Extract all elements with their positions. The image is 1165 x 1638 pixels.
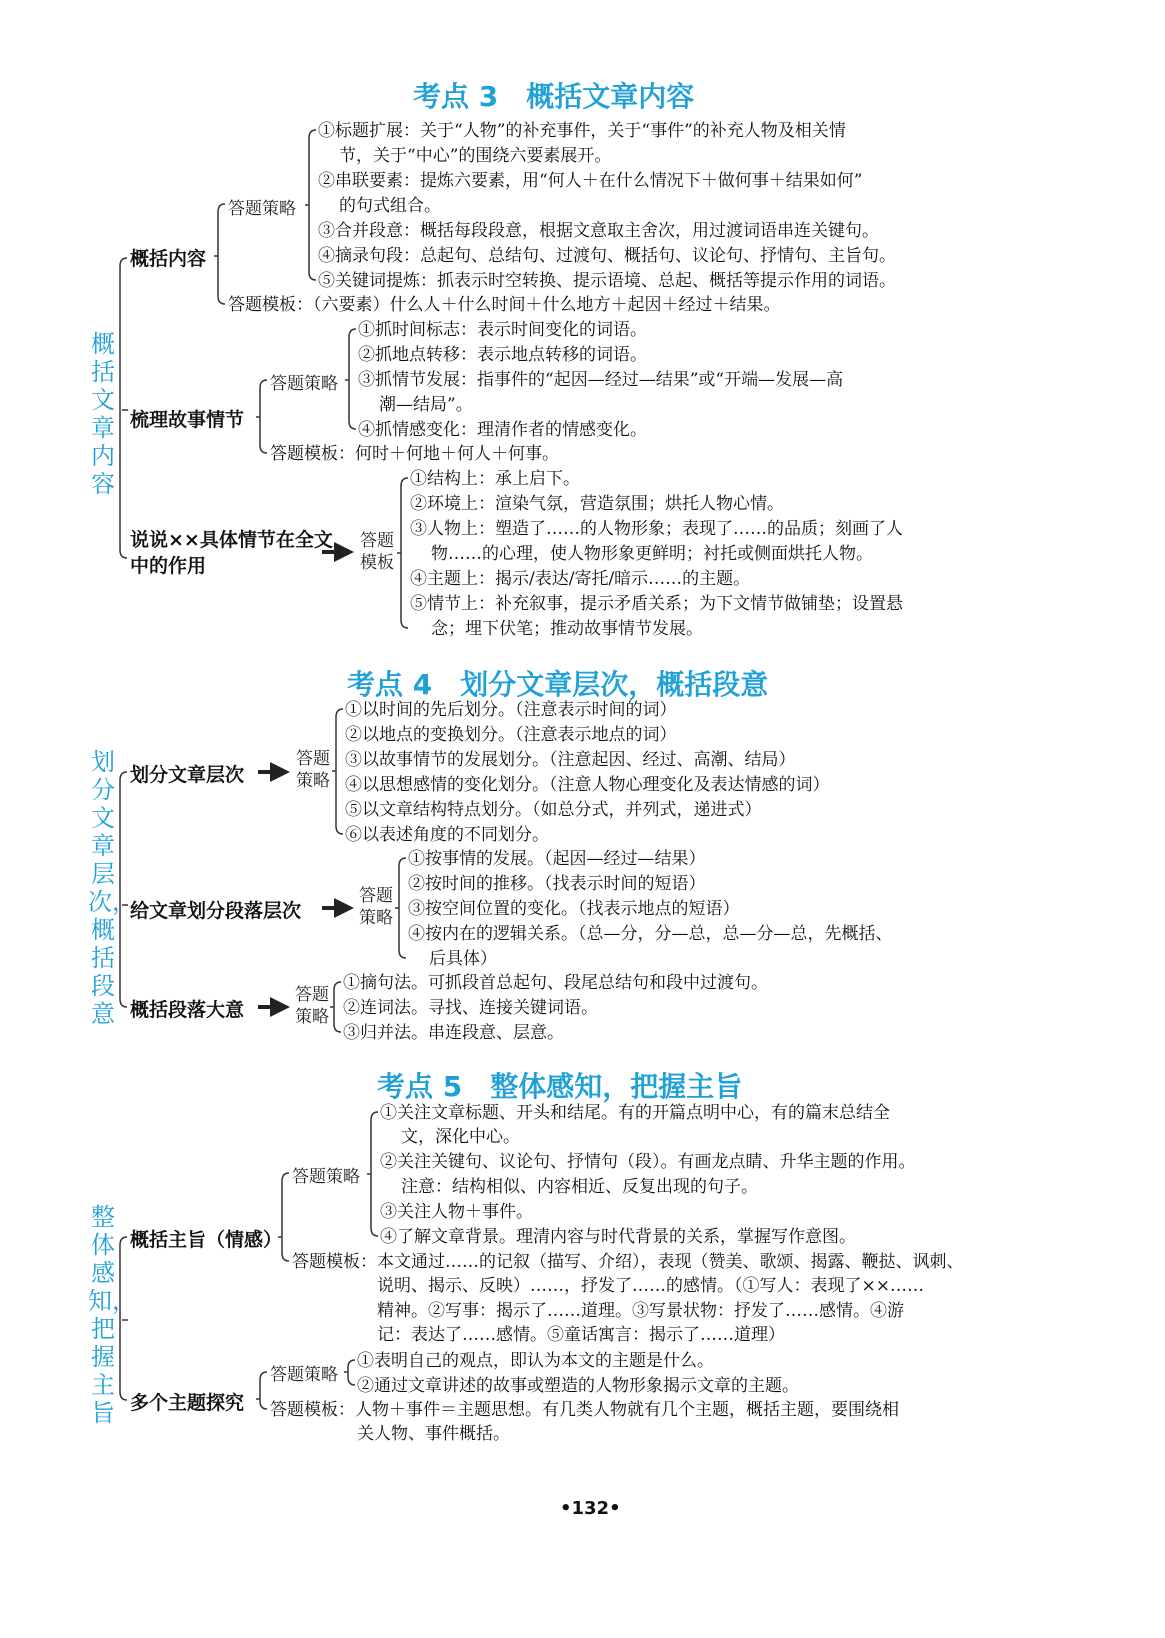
section3-topic2-title: 梳理故事情节 [130, 409, 245, 431]
section5-topic1-strategy-label: 答题策略 [292, 1167, 360, 1187]
list-item: ⑤情节上：补充叙事，提示矛盾关系；为下文情节做铺垫；设置悬 [410, 594, 903, 614]
list-item: 物……的心理，使人物形象更鲜明；衬托或侧面烘托人物。 [431, 544, 873, 564]
section3-topic1-template: 答题模板：（六要素）什么人＋什么时间＋什么地方＋起因＋经过＋结果。 [228, 295, 781, 315]
bracket [309, 130, 316, 280]
list-item: ④摘录句段：总起句、总结句、过渡句、概括句、议论句、抒情句、主旨句。 [318, 246, 896, 266]
list-item: 潮—结局”。 [379, 395, 473, 415]
bracket [399, 858, 406, 958]
section4-topic2-label: 答题策略 [359, 886, 393, 928]
list-item: ③按空间位置的变化。（找表示地点的短语） [408, 899, 740, 919]
section3-topic2-template: 答题模板：何时＋何地＋何人＋何事。 [270, 444, 559, 464]
bracket [349, 329, 356, 429]
list-item: ③归并法。串连段意、层意。 [343, 1023, 564, 1043]
list-item: ③人物上：塑造了……的人物形象；表现了……的品质；刻画了人 [410, 519, 903, 539]
list-item: 文，深化中心。 [401, 1127, 520, 1147]
list-item: ①摘句法。可抓段首总起句、段尾总结句和段中过渡句。 [343, 973, 768, 993]
list-item: ④抓情感变化：理清作者的情感变化。 [358, 420, 647, 440]
bracket [218, 204, 225, 304]
list-item: 后具体） [429, 949, 497, 969]
list-item: ①以时间的先后划分。（注意表示时间的词） [345, 700, 677, 720]
list-item: ①表明自己的观点，即认为本文的主题是什么。 [357, 1351, 714, 1371]
section5-vertical-title: 整体感知，把握主旨 [88, 1203, 136, 1427]
section5-topic1-template-cont: 说明、揭示、反映）……，抒发了……的感情。（①写人：表现了××…… [377, 1276, 924, 1296]
bracket [401, 478, 408, 628]
list-item: ④以思想感情的变化划分。（注意人物心理变化及表达情感的词） [345, 775, 830, 795]
list-item: ②以地点的变换划分。（注意表示地点的词） [345, 725, 677, 745]
list-item: ①关注文章标题、开头和结尾。有的开篇点明中心，有的篇末总结全 [380, 1103, 890, 1123]
list-item: ②连词法。寻找、连接关键词语。 [343, 998, 598, 1018]
page-number: •132• [560, 1498, 621, 1519]
section4-topic3-label: 答题策略 [295, 985, 329, 1027]
section4-topic1-title: 划分文章层次 [130, 764, 245, 786]
section4-topic1-label: 答题策略 [296, 749, 330, 791]
section5-topic1-template: 答题模板：本文通过……的记叙（描写、介绍），表现（赞美、歌颂、揭露、鞭挞、讽刺、 [292, 1252, 964, 1272]
section3-topic1-strategy-label: 答题策略 [228, 199, 296, 219]
list-item: 念；埋下伏笔；推动故事情节发展。 [431, 619, 703, 639]
section4-topic3-title: 概括段落大意 [130, 999, 245, 1021]
section5-topic1-template-cont: 记：表达了……感情。⑤童话寓言：揭示了……道理） [377, 1325, 785, 1345]
bracket [260, 380, 267, 453]
list-item: ②抓地点转移：表示地点转移的词语。 [358, 345, 647, 365]
bracket [336, 709, 343, 834]
section4-topic2-title: 给文章划分段落层次 [130, 900, 302, 922]
list-item: ②环境上：渲染气氛，营造氛围；烘托人物心情。 [410, 494, 784, 514]
bracket [282, 1173, 289, 1261]
list-item: ①标题扩展：关于“人物”的补充事件，关于“事件”的补充人物及相关情 [318, 121, 846, 141]
list-item: ③关注人物＋事件。 [380, 1202, 533, 1222]
section3-topic1-title: 概括内容 [130, 248, 207, 270]
section5-topic1-template-cont: 精神。②写事：揭示了……道理。③写景状物：抒发了……感情。④游 [377, 1301, 904, 1321]
section3-topic2-strategy-label: 答题策略 [270, 374, 338, 394]
list-item: ①结构上：承上启下。 [410, 469, 580, 489]
list-item: ④主题上：揭示/表达/寄托/暗示……的主题。 [410, 569, 751, 589]
list-item: ⑤关键词提炼：抓表示时空转换、提示语境、总起、概括等提示作用的词语。 [318, 271, 896, 291]
list-item: ①按事情的发展。（起因—经过—结果） [408, 849, 706, 869]
list-item: ⑤以文章结构特点划分。（如总分式，并列式，递进式） [345, 800, 762, 820]
list-item: ③抓情节发展：指事件的“起因—经过—结果”或“开端—发展—高 [358, 370, 844, 390]
list-item: ④按内在的逻辑关系。（总—分，分—总，总—分—总，先概括、 [408, 924, 893, 944]
bracket [371, 1112, 378, 1236]
list-item: ②串联要素：提炼六要素，用“何人＋在什么情况下＋做何事＋结果如何” [318, 171, 863, 191]
bracket [260, 1372, 267, 1409]
list-item: ③以故事情节的发展划分。（注意起因、经过、高潮、结局） [345, 750, 796, 770]
section3-vertical-title: 概括文章内容 [91, 330, 115, 498]
list-item: ②通过文章讲述的故事或塑造的人物形象揭示文章的主题。 [357, 1376, 799, 1396]
section3-topic3-title: 说说××具体情节在全文中的作用 [130, 529, 333, 577]
section5-topic1-title: 概括主旨（情感） [130, 1229, 283, 1251]
list-item: 的句式组合。 [339, 196, 441, 216]
bracket [348, 1360, 355, 1385]
bracket [334, 982, 341, 1032]
section5-topic2-template-cont: 关人物、事件概括。 [357, 1424, 510, 1444]
section5-topic2-strategy-label: 答题策略 [270, 1365, 338, 1385]
list-item: 注意：结构相似、内容相近、反复出现的句子。 [401, 1177, 758, 1197]
list-item: ①抓时间标志：表示时间变化的词语。 [358, 320, 647, 340]
section4-vertical-title: 划分文章层次，概括段意 [88, 748, 136, 1028]
list-item: 节，关于“中心”的围绕六要素展开。 [339, 146, 612, 166]
section4-heading: 考点 4 划分文章层次，概括段意 [347, 668, 769, 701]
list-item: ②按时间的推移。（找表示时间的短语） [408, 874, 706, 894]
section3-heading: 考点 3 概括文章内容 [413, 80, 695, 113]
bracket [120, 772, 127, 1007]
bracket [120, 258, 127, 558]
section5-topic2-title: 多个主题探究 [130, 1392, 245, 1414]
section3-topic3-label: 答题模板 [360, 531, 394, 573]
list-item: ④了解文章背景。理清内容与时代背景的关系，掌握写作意图。 [380, 1227, 856, 1247]
section5-topic2-template: 答题模板：人物＋事件＝主题思想。有几类人物就有几个主题，概括主题，要围绕相 [270, 1400, 899, 1420]
list-item: ②关注关键句、议论句、抒情句（段）。有画龙点睛、升华主题的作用。 [380, 1152, 916, 1172]
list-item: ⑥以表述角度的不同划分。 [345, 825, 549, 845]
section5-heading: 考点 5 整体感知，把握主旨 [377, 1070, 743, 1103]
list-item: ③合并段意：概括每段段意，根据文意取主舍次，用过渡词语串连关键句。 [318, 221, 879, 241]
bracket [120, 1237, 127, 1400]
